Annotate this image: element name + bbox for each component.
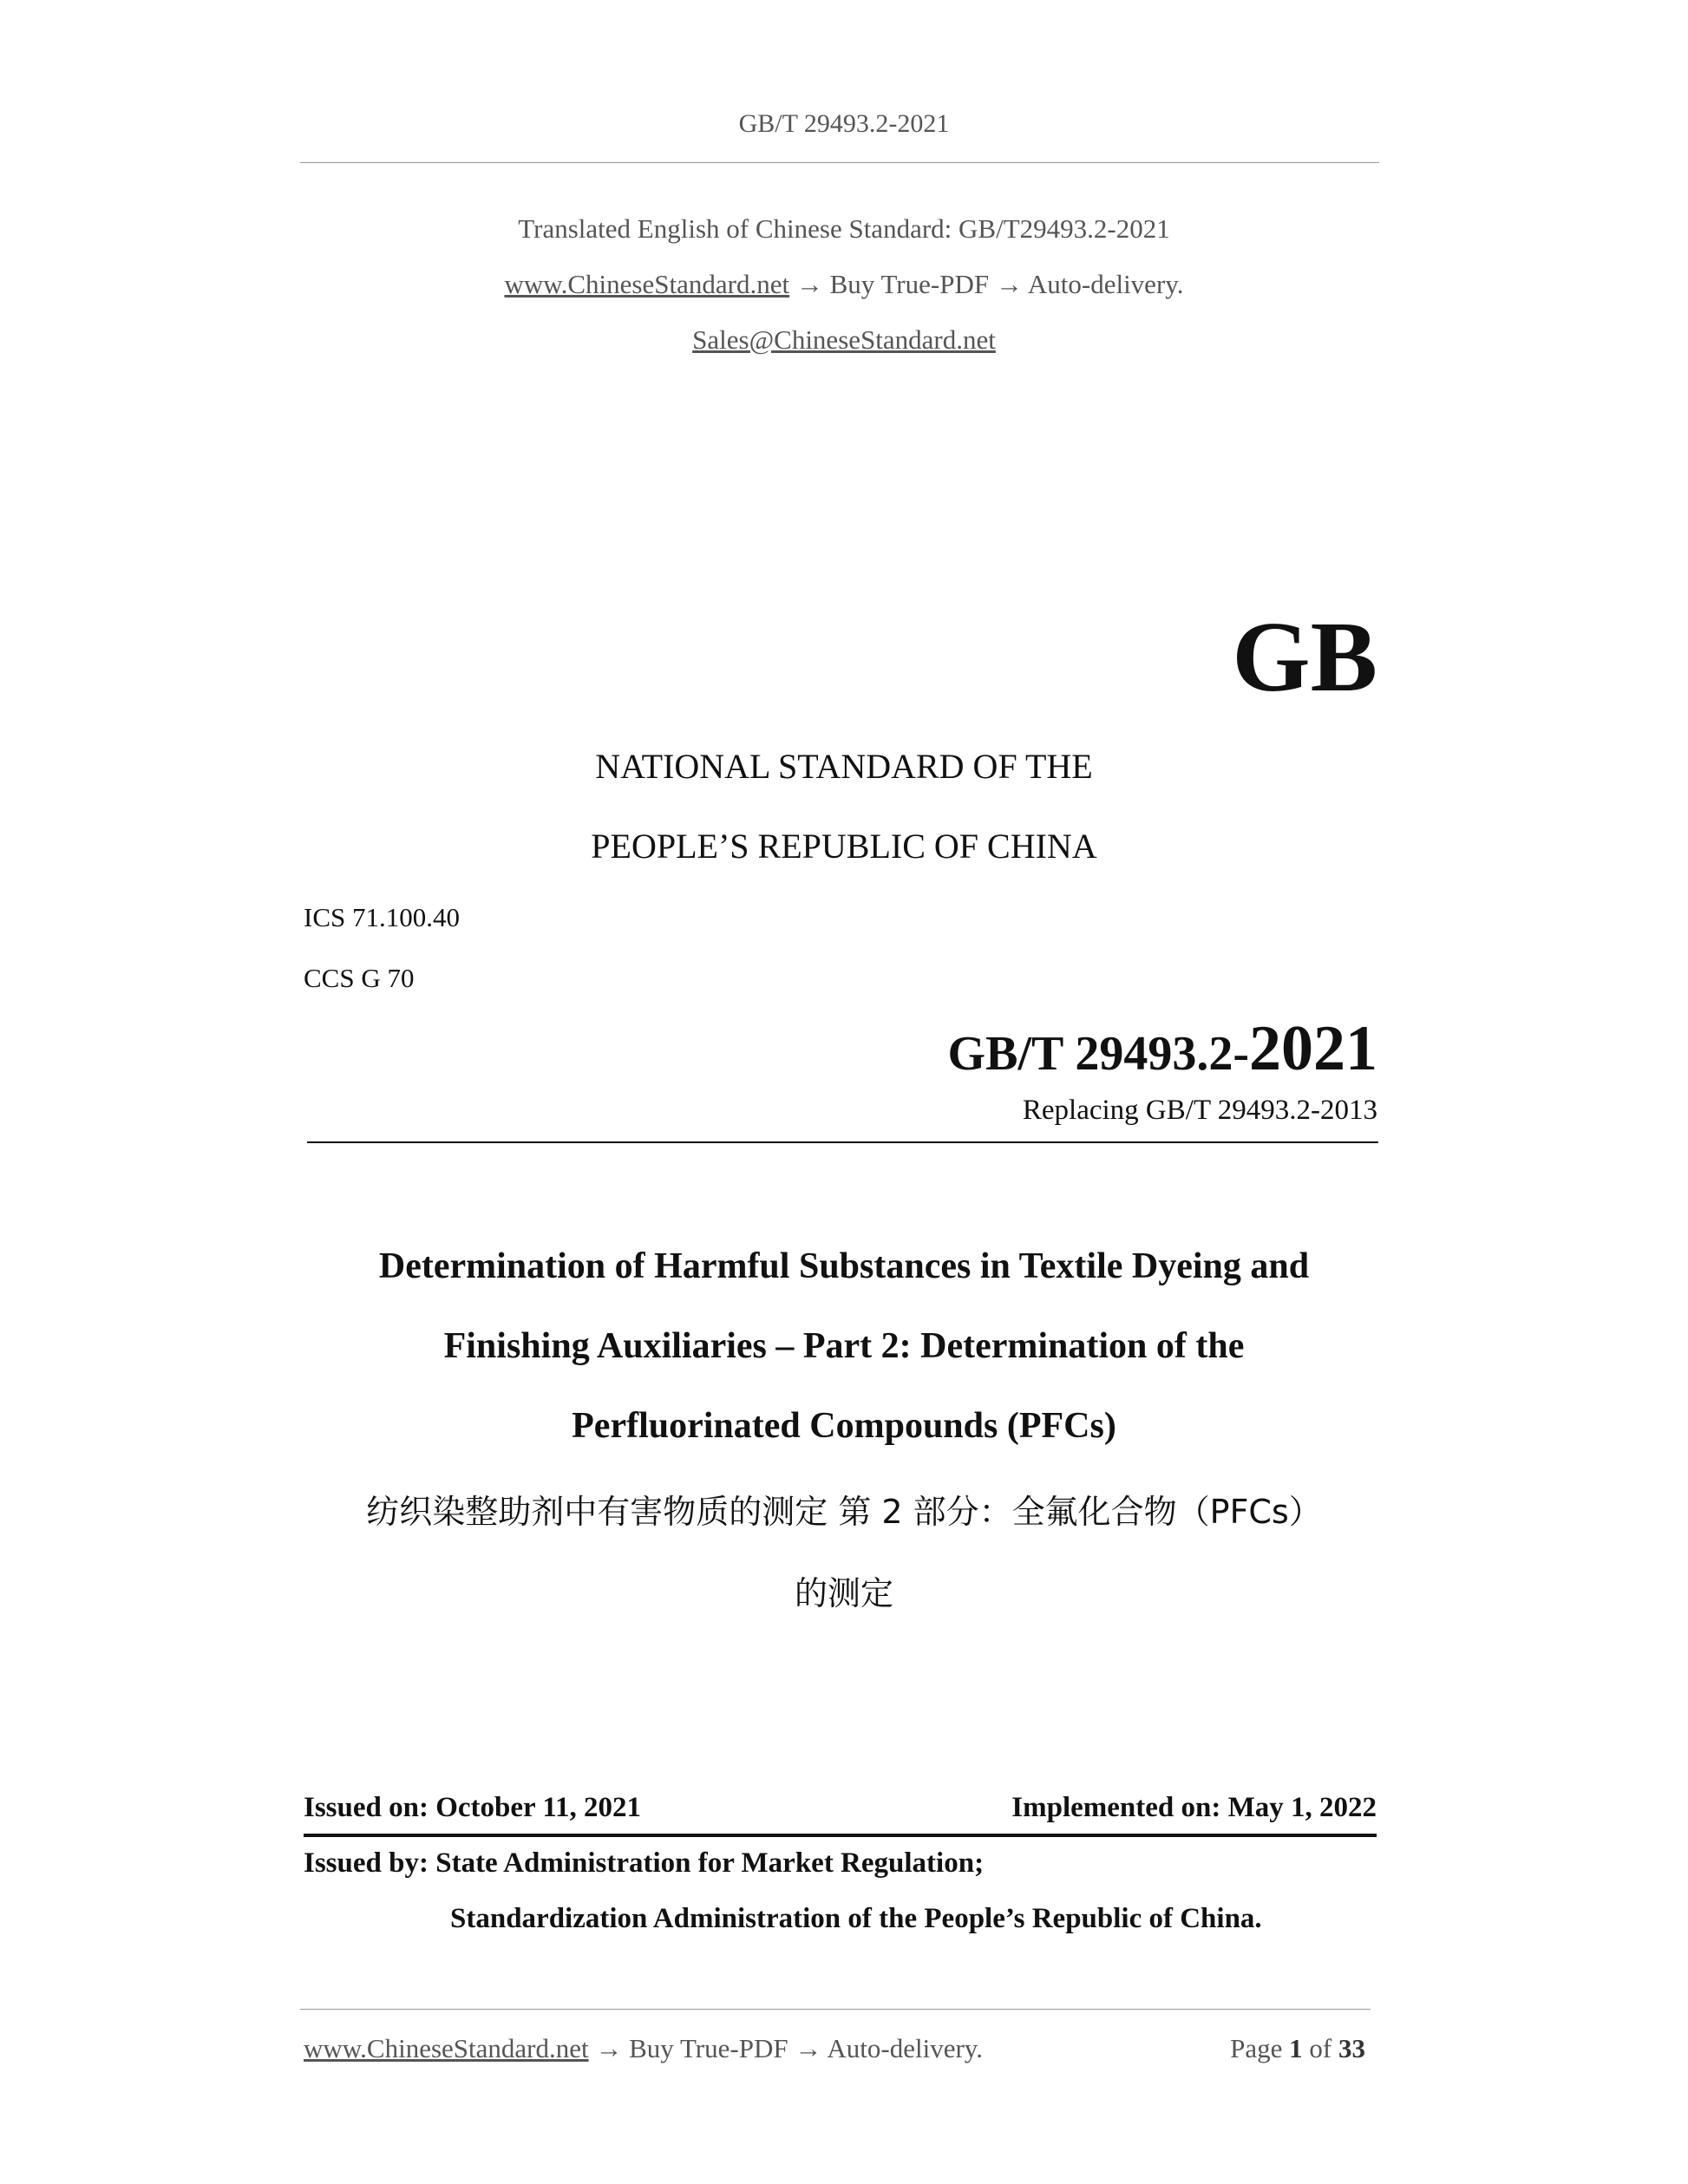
arrow-right-icon: → <box>995 269 1023 299</box>
replacing-standard: Replacing GB/T 29493.2-2013 <box>1022 1095 1377 1126</box>
standard-number-rule <box>307 1141 1378 1143</box>
title-en-line1: Determination of Harmful Substances in Textile Dyeing and <box>378 1246 1310 1286</box>
arrow-right-icon: → <box>795 269 823 299</box>
page-number: 1 <box>1289 2033 1303 2063</box>
issued-by-line1: Issued by: State Administration for Market Regulation; <box>304 1847 985 1879</box>
ccs-code: CCS G 70 <box>304 963 415 993</box>
promo-line: Translated English of Chinese Standard: GB/T29493.2-2021 <box>518 213 1170 244</box>
page-indicator <box>1230 2033 1365 2064</box>
of-label: of <box>1309 2033 1332 2063</box>
standard-number <box>947 1013 1377 1084</box>
total-pages: 33 <box>1338 2033 1365 2063</box>
title-cn-line2: 的测定 <box>794 1574 893 1612</box>
footer-buy-label: Buy True-PDF <box>629 2033 788 2063</box>
national-standard-line1: NATIONAL STANDARD OF THE <box>595 747 1093 786</box>
auto-delivery-label: Auto-delivery. <box>1027 269 1184 299</box>
title-en-line3: Perfluorinated Compounds (PFCs) <box>572 1406 1116 1446</box>
title-cn-line1: 纺织染整助剂中有害物质的测定 第 2 部分：全氟化合物（PFCs） <box>366 1493 1322 1531</box>
promo-links <box>0 269 1688 300</box>
ics-code: ICS 71.100.40 <box>304 902 460 932</box>
footer-site-link[interactable]: www.ChineseStandard.net <box>304 2033 589 2063</box>
arrow-right-icon: → <box>595 2033 623 2063</box>
national-standard-line2: PEOPLE’S REPUBLIC OF CHINA <box>591 827 1097 866</box>
standard-number-prefix: GB/T 29493.2- <box>947 1027 1249 1081</box>
gb-logo: GB <box>1232 602 1377 713</box>
standard-number-year: 2021 <box>1249 1013 1377 1084</box>
issued-by-line2: Standardization Administration of the People’s Republic of China. <box>450 1903 1262 1934</box>
implemented-on: Implemented on: May 1, 2022 <box>1011 1792 1377 1823</box>
site-link[interactable]: www.ChineseStandard.net <box>504 269 790 299</box>
footer-divider <box>300 2009 1371 2010</box>
dates-row <box>304 1792 1377 1824</box>
footer-links <box>304 2033 983 2064</box>
dates-rule <box>304 1834 1377 1837</box>
page-label: Page <box>1230 2033 1283 2063</box>
footer-delivery-label: Auto-delivery. <box>827 2033 984 2063</box>
email-row <box>0 324 1688 356</box>
sales-email-link[interactable]: Sales@ChineseStandard.net <box>692 324 996 355</box>
running-header: GB/T 29493.2-2021 <box>738 109 950 138</box>
issued-on: Issued on: October 11, 2021 <box>304 1792 642 1823</box>
buy-true-pdf-label: Buy True-PDF <box>829 269 990 299</box>
arrow-right-icon: → <box>795 2033 822 2063</box>
title-en-line2: Finishing Auxiliaries – Part 2: Determination of the <box>443 1326 1245 1366</box>
header-divider <box>300 162 1379 163</box>
